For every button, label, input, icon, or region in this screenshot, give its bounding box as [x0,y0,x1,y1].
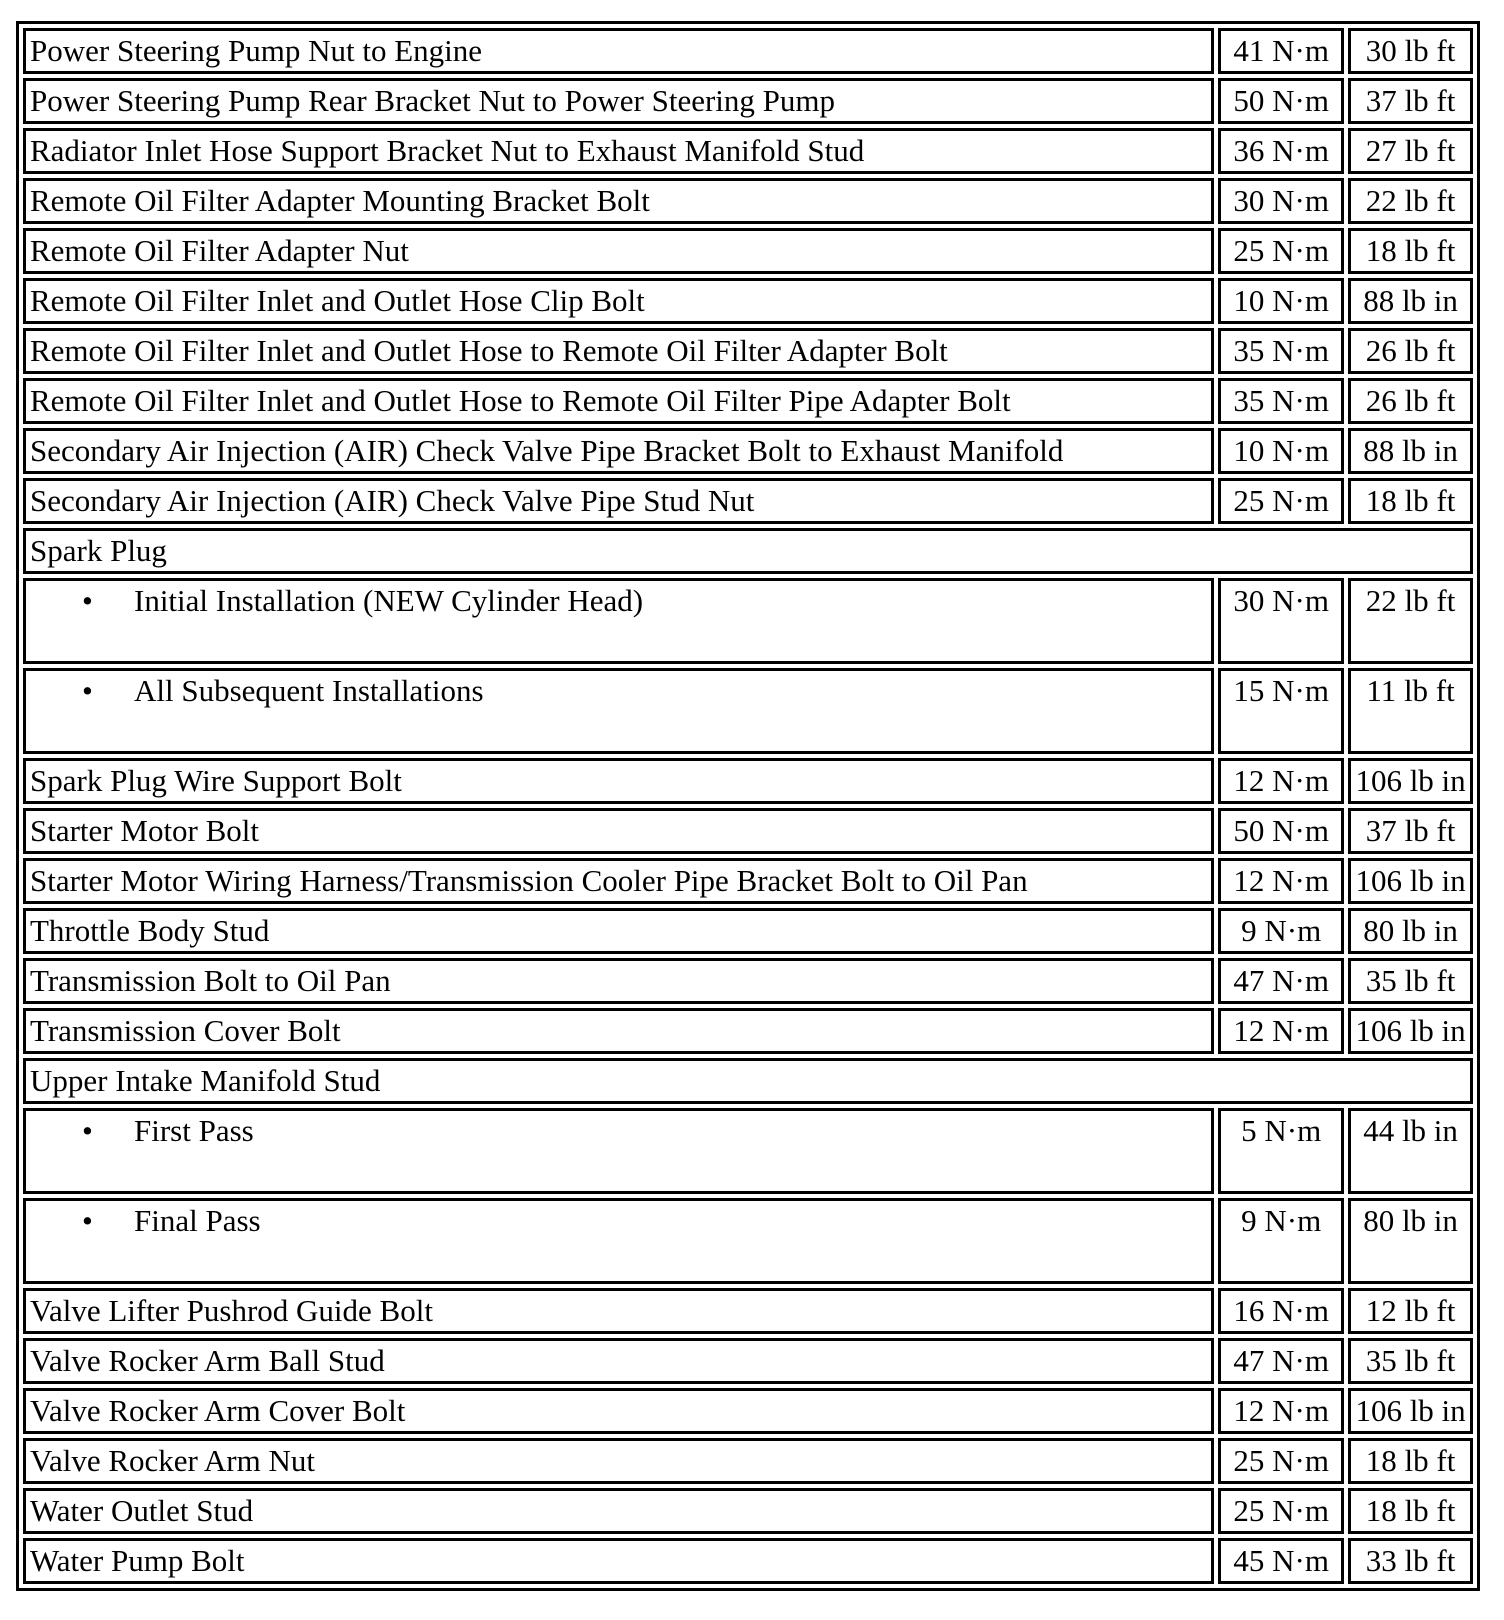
table-row [23,908,1473,954]
fastener-label: Remote Oil Filter Inlet and Outlet Hose Clip Bolt [23,278,1214,324]
table-row [23,1008,1473,1054]
table-row [23,28,1473,74]
english-torque: 44 lb in [1348,1108,1473,1194]
table-sub-row [23,1198,1473,1284]
metric-torque: 16 N·m [1218,1288,1344,1334]
table-row [23,78,1473,124]
fastener-label: Radiator Inlet Hose Support Bracket Nut to Exhaust Manifold Stud [23,128,1214,174]
table-row [23,378,1473,424]
group-label: Spark Plug [23,528,1473,574]
fastener-label: Transmission Cover Bolt [23,1008,1214,1054]
fastener-label: Valve Rocker Arm Nut [23,1438,1214,1484]
table-row [23,858,1473,904]
table-row [23,1288,1473,1334]
table-row [23,958,1473,1004]
fastener-label: Valve Rocker Arm Cover Bolt [23,1388,1214,1434]
fastener-torque-table [16,21,1480,1591]
table-row [23,1538,1473,1584]
english-torque: 18 lb ft [1348,478,1473,524]
bullet-icon: • [82,1203,93,1238]
english-torque: 22 lb ft [1348,178,1473,224]
metric-torque: 36 N·m [1218,128,1344,174]
fastener-torque-table-body [23,28,1473,1584]
fastener-label: Secondary Air Injection (AIR) Check Valve Pipe Bracket Bolt to Exhaust Manifold [23,428,1214,474]
table-row [23,328,1473,374]
english-torque: 37 lb ft [1348,808,1473,854]
metric-torque: 50 N·m [1218,808,1344,854]
table-row [23,1388,1473,1434]
metric-torque: 35 N·m [1218,378,1344,424]
table-row [23,808,1473,854]
sub-fastener-label: Initial Installation (NEW Cylinder Head) [134,583,644,618]
fastener-label: Spark Plug Wire Support Bolt [23,758,1214,804]
english-torque: 106 lb in [1348,1008,1473,1054]
fastener-label: Water Outlet Stud [23,1488,1214,1534]
english-torque: 22 lb ft [1348,578,1473,664]
metric-torque: 9 N·m [1218,908,1344,954]
metric-torque: 25 N·m [1218,478,1344,524]
table-group-row [23,528,1473,574]
metric-torque: 30 N·m [1218,178,1344,224]
bullet-icon: • [82,673,93,708]
english-torque: 18 lb ft [1348,228,1473,274]
english-torque: 33 lb ft [1348,1538,1473,1584]
english-torque: 18 lb ft [1348,1438,1473,1484]
table-row [23,228,1473,274]
table-group-row [23,1058,1473,1104]
bullet-icon: • [82,583,93,618]
english-torque: 12 lb ft [1348,1288,1473,1334]
english-torque: 37 lb ft [1348,78,1473,124]
table-sub-row [23,1108,1473,1194]
sub-fastener-label: All Subsequent Installations [134,673,484,708]
sub-fastener-cell [23,1108,1214,1194]
english-torque: 88 lb in [1348,428,1473,474]
fastener-label: Power Steering Pump Rear Bracket Nut to Power Steering Pump [23,78,1214,124]
sub-fastener-label: Final Pass [134,1203,261,1238]
sub-fastener-cell [23,668,1214,754]
metric-torque: 12 N·m [1218,858,1344,904]
english-torque: 106 lb in [1348,758,1473,804]
table-row [23,128,1473,174]
bullet-icon: • [82,1113,93,1148]
table-row [23,758,1473,804]
metric-torque: 12 N·m [1218,1388,1344,1434]
english-torque: 35 lb ft [1348,958,1473,1004]
metric-torque: 45 N·m [1218,1538,1344,1584]
fastener-label: Transmission Bolt to Oil Pan [23,958,1214,1004]
english-torque: 106 lb in [1348,1388,1473,1434]
metric-torque: 15 N·m [1218,668,1344,754]
fastener-label: Water Pump Bolt [23,1538,1214,1584]
fastener-label: Throttle Body Stud [23,908,1214,954]
table-row [23,478,1473,524]
fastener-label: Secondary Air Injection (AIR) Check Valve Pipe Stud Nut [23,478,1214,524]
table-sub-row [23,668,1473,754]
fastener-label: Remote Oil Filter Inlet and Outlet Hose to Remote Oil Filter Adapter Bolt [23,328,1214,374]
english-torque: 18 lb ft [1348,1488,1473,1534]
fastener-label: Remote Oil Filter Inlet and Outlet Hose to Remote Oil Filter Pipe Adapter Bolt [23,378,1214,424]
fastener-label: Power Steering Pump Nut to Engine [23,28,1214,74]
table-row [23,1338,1473,1384]
metric-torque: 35 N·m [1218,328,1344,374]
english-torque: 27 lb ft [1348,128,1473,174]
fastener-label: Starter Motor Bolt [23,808,1214,854]
sub-fastener-cell [23,1198,1214,1284]
fastener-label: Remote Oil Filter Adapter Mounting Bracket Bolt [23,178,1214,224]
metric-torque: 12 N·m [1218,1008,1344,1054]
english-torque: 106 lb in [1348,858,1473,904]
english-torque: 26 lb ft [1348,328,1473,374]
metric-torque: 25 N·m [1218,1438,1344,1484]
table-row [23,178,1473,224]
table-row [23,278,1473,324]
english-torque: 88 lb in [1348,278,1473,324]
english-torque: 80 lb in [1348,1198,1473,1284]
metric-torque: 50 N·m [1218,78,1344,124]
group-label: Upper Intake Manifold Stud [23,1058,1473,1104]
metric-torque: 25 N·m [1218,1488,1344,1534]
sub-fastener-label: First Pass [134,1113,254,1148]
metric-torque: 10 N·m [1218,428,1344,474]
fastener-label: Valve Rocker Arm Ball Stud [23,1338,1214,1384]
table-row [23,428,1473,474]
metric-torque: 41 N·m [1218,28,1344,74]
english-torque: 80 lb in [1348,908,1473,954]
metric-torque: 9 N·m [1218,1198,1344,1284]
fastener-label: Starter Motor Wiring Harness/Transmission Cooler Pipe Bracket Bolt to Oil Pan [23,858,1214,904]
english-torque: 35 lb ft [1348,1338,1473,1384]
table-row [23,1488,1473,1534]
metric-torque: 47 N·m [1218,1338,1344,1384]
english-torque: 30 lb ft [1348,28,1473,74]
metric-torque: 47 N·m [1218,958,1344,1004]
metric-torque: 10 N·m [1218,278,1344,324]
table-row [23,1438,1473,1484]
table-sub-row [23,578,1473,664]
metric-torque: 12 N·m [1218,758,1344,804]
sub-fastener-cell [23,578,1214,664]
english-torque: 26 lb ft [1348,378,1473,424]
fastener-label: Remote Oil Filter Adapter Nut [23,228,1214,274]
fastener-label: Valve Lifter Pushrod Guide Bolt [23,1288,1214,1334]
metric-torque: 5 N·m [1218,1108,1344,1194]
metric-torque: 25 N·m [1218,228,1344,274]
metric-torque: 30 N·m [1218,578,1344,664]
english-torque: 11 lb ft [1348,668,1473,754]
